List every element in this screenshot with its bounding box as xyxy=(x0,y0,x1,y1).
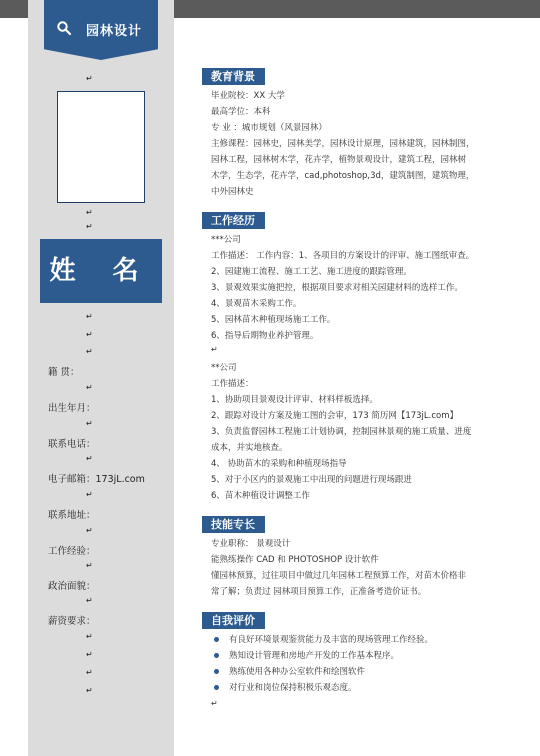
name-box: 姓 名 xyxy=(40,239,162,303)
paragraph-mark: ↵ xyxy=(86,330,93,339)
work-line: 4、 协助苗木的采购和种植现场指导 xyxy=(211,459,347,469)
paragraph-mark: ↵ xyxy=(86,596,93,605)
paragraph-mark: ↵ xyxy=(86,686,93,695)
photo-placeholder xyxy=(57,91,145,203)
work-line: 2、园建施工流程、施工工艺、施工进度的跟踪管理。 xyxy=(211,267,412,277)
evaluation-item: 熟知设计管理和房地产开发的工作基本程序。 xyxy=(229,651,400,661)
paragraph-mark: ↵ xyxy=(86,419,93,428)
education-line: 主修课程：园林史，园林美学，园林设计原理，园林建筑，园林制图， xyxy=(211,139,475,149)
work-line: 2、跟踪对设计方案及施工图的会审，173 简历网【173jL.com】 xyxy=(211,411,459,421)
paragraph-mark: ↵ xyxy=(86,208,93,217)
company-name: ***公司 xyxy=(211,235,241,245)
info-experience: 工作经验： xyxy=(48,546,96,557)
work-line: 3、负责监督园林工程施工计划协调，控制园林景观的施工质量、进度 xyxy=(211,427,472,437)
evaluation-heading: 自我评价 xyxy=(202,612,265,629)
work-line: 6、苗木种植设计调整工作 xyxy=(211,491,310,501)
work-line: 成本，并实地核查。 xyxy=(211,443,288,453)
skills-line: 能熟练操作 CAD 和 PHOTOSHOP 设计软件 xyxy=(211,555,379,565)
ribbon-title: 园林设计 xyxy=(86,24,143,39)
education-line: 专 业 ：城市规划（风景园林） xyxy=(211,123,327,133)
bullet-icon xyxy=(214,637,219,642)
paragraph-mark: ↵ xyxy=(86,74,93,83)
info-phone: 联系电话： xyxy=(48,439,96,450)
skills-line: 专业职称： 景观设计 xyxy=(211,539,291,549)
work-line: 3、景观效果实施把控，根据项目要求对相关园建材料的选样工作。 xyxy=(211,283,463,293)
education-line: 园林工程，园林树木学，花卉学，植物景观设计，建筑工程，园林树 xyxy=(211,155,467,165)
bullet-icon xyxy=(214,653,219,658)
evaluation-item: 熟练使用各种办公室软件和绘图软件 xyxy=(229,667,366,677)
paragraph-mark: ↵ xyxy=(86,632,93,641)
education-line: 木学，生态学，花卉学，cad,photoshop,3d，建筑制图，建筑物理， xyxy=(211,171,475,181)
work-heading: 工作经历 xyxy=(202,212,265,229)
paragraph-mark: ↵ xyxy=(86,312,93,321)
evaluation-item: 有良好环境景观鉴赏能力及丰富的现场管理工作经验。 xyxy=(229,635,434,645)
search-icon xyxy=(56,20,72,36)
paragraph-mark: ↵ xyxy=(86,526,93,535)
work-line: 5、园林苗木种植现场施工工作。 xyxy=(211,315,336,325)
paragraph-mark: ↵ xyxy=(86,650,93,659)
paragraph-mark: ↵ xyxy=(86,668,93,677)
education-line: 最高学位：本科 xyxy=(211,107,271,117)
work-line: 1、协助项目景观设计评审、材料样板选择。 xyxy=(211,395,378,405)
skills-heading: 技能专长 xyxy=(202,516,265,533)
bullet-icon xyxy=(214,669,219,674)
paragraph-mark: ↵ xyxy=(86,347,93,356)
company-name: **公司 xyxy=(211,363,237,373)
info-native-place: 籍 贯： xyxy=(48,367,80,378)
skills-line: 懂园林预算，过往项目中做过几年园林工程预算工作，对苗木价格非 xyxy=(211,571,467,581)
paragraph-mark: ↵ xyxy=(86,490,93,499)
paragraph-mark: ↵ xyxy=(211,345,218,354)
paragraph-mark: ↵ xyxy=(86,383,93,392)
paragraph-mark: ↵ xyxy=(86,454,93,463)
paragraph-mark: ↵ xyxy=(86,561,93,570)
work-line: 工作描述： 工作内容：1、各项目的方案设计的评审、施工图纸审查。 xyxy=(211,251,475,261)
work-line: 工作描述： xyxy=(211,379,254,389)
work-line: 6、指导后期物业养护管理。 xyxy=(211,331,319,341)
bullet-icon xyxy=(214,685,219,690)
paragraph-mark: ↵ xyxy=(86,222,93,231)
evaluation-item: 对行业和岗位保持积极乐观态度。 xyxy=(229,683,357,693)
info-email: 电子邮箱：173jL.com xyxy=(48,474,145,485)
work-line: 5、对于小区内的景观施工中出现的问题进行现场跟进 xyxy=(211,475,412,485)
education-heading: 教育背景 xyxy=(202,68,265,85)
skills-line: 常了解；负责过 园林项目预算工作，正准备考造价证书。 xyxy=(211,587,427,597)
paragraph-mark: ↵ xyxy=(211,699,218,708)
info-salary: 薪资要求： xyxy=(48,616,96,627)
work-line: 4、景观苗木采购工作。 xyxy=(211,299,302,309)
info-birth-date: 出生年月： xyxy=(48,403,96,414)
education-line: 中外园林史 xyxy=(211,187,254,197)
info-political-status: 政治面貌： xyxy=(48,581,96,592)
info-address: 联系地址： xyxy=(48,510,96,521)
education-line: 毕业院校：XX 大学 xyxy=(211,91,285,101)
